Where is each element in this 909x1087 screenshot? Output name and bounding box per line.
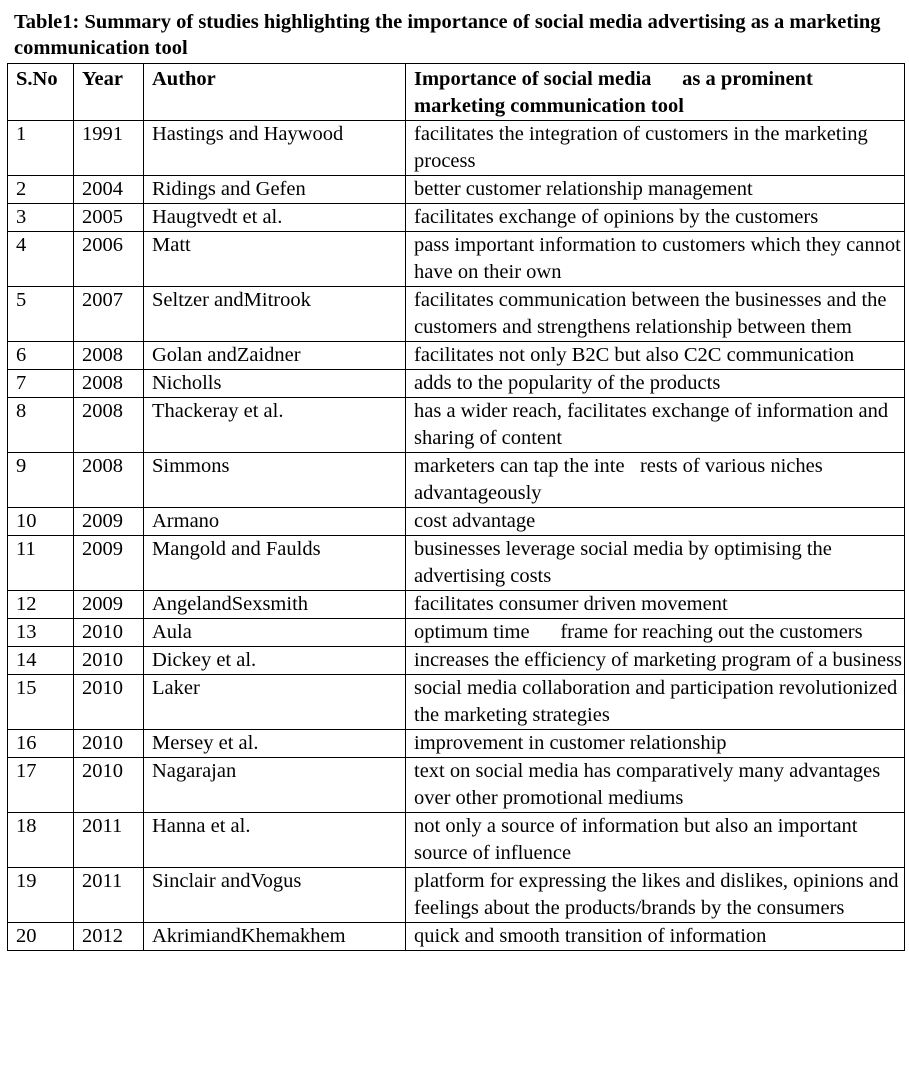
table-row [8, 675, 905, 730]
cell-author: Aula [144, 619, 406, 647]
cell-importance: better customer relationship management [406, 176, 905, 204]
cell-importance: has a wider reach, facilitates exchange of information and sharing of content [406, 398, 905, 453]
cell-sno: 8 [8, 398, 74, 453]
cell-author: Mangold and Faulds [144, 536, 406, 591]
table-row [8, 813, 905, 868]
table-row [8, 232, 905, 287]
cell-year: 2010 [74, 730, 144, 758]
cell-year: 2010 [74, 675, 144, 730]
cell-importance: social media collaboration and participation revolutionized the marketing strategies [406, 675, 905, 730]
table-row [8, 176, 905, 204]
cell-year: 2004 [74, 176, 144, 204]
cell-author: Simmons [144, 453, 406, 508]
cell-author: Nicholls [144, 370, 406, 398]
cell-author: Hastings and Haywood [144, 121, 406, 176]
table-row [8, 758, 905, 813]
cell-author: Armano [144, 508, 406, 536]
cell-year: 2007 [74, 287, 144, 342]
cell-importance: optimum time frame for reaching out the customers [406, 619, 905, 647]
table-row [8, 508, 905, 536]
cell-importance: facilitates not only B2C but also C2C communication [406, 342, 905, 370]
cell-author: Laker [144, 675, 406, 730]
cell-importance: quick and smooth transition of information [406, 923, 905, 951]
cell-author: Thackeray et al. [144, 398, 406, 453]
table-row [8, 647, 905, 675]
cell-importance: text on social media has comparatively many advantages over other promotional mediums [406, 758, 905, 813]
cell-importance: increases the efficiency of marketing program of a business [406, 647, 905, 675]
cell-author: Nagarajan [144, 758, 406, 813]
cell-importance: cost advantage [406, 508, 905, 536]
table-row [8, 204, 905, 232]
header-sno: S.No [8, 64, 74, 121]
cell-author: AngelandSexsmith [144, 591, 406, 619]
cell-author: Haugtvedt et al. [144, 204, 406, 232]
header-year: Year [74, 64, 144, 121]
cell-sno: 9 [8, 453, 74, 508]
cell-sno: 2 [8, 176, 74, 204]
cell-author: Mersey et al. [144, 730, 406, 758]
table-row [8, 591, 905, 619]
cell-sno: 18 [8, 813, 74, 868]
cell-year: 2006 [74, 232, 144, 287]
table-row [8, 868, 905, 923]
cell-importance: facilitates communication between the businesses and the customers and strengthens relationship between them [406, 287, 905, 342]
table-row [8, 536, 905, 591]
cell-sno: 14 [8, 647, 74, 675]
cell-author: Hanna et al. [144, 813, 406, 868]
header-importance: Importance of social media as a prominent marketing communication tool [406, 64, 905, 121]
cell-sno: 12 [8, 591, 74, 619]
table-row [8, 453, 905, 508]
cell-sno: 13 [8, 619, 74, 647]
cell-sno: 7 [8, 370, 74, 398]
cell-sno: 6 [8, 342, 74, 370]
cell-year: 2009 [74, 508, 144, 536]
cell-author: Seltzer andMitrook [144, 287, 406, 342]
cell-year: 2011 [74, 868, 144, 923]
cell-year: 2005 [74, 204, 144, 232]
table-row [8, 121, 905, 176]
cell-importance: facilitates exchange of opinions by the customers [406, 204, 905, 232]
cell-year: 2008 [74, 453, 144, 508]
cell-year: 2009 [74, 591, 144, 619]
cell-year: 2011 [74, 813, 144, 868]
cell-importance: not only a source of information but also an important source of influence [406, 813, 905, 868]
cell-sno: 15 [8, 675, 74, 730]
cell-sno: 10 [8, 508, 74, 536]
table-row [8, 619, 905, 647]
cell-sno: 17 [8, 758, 74, 813]
cell-importance: improvement in customer relationship [406, 730, 905, 758]
cell-year: 2010 [74, 647, 144, 675]
cell-year: 2010 [74, 758, 144, 813]
cell-importance: marketers can tap the inte rests of various niches advantageously [406, 453, 905, 508]
table-row [8, 730, 905, 758]
cell-year: 2008 [74, 370, 144, 398]
table-row [8, 370, 905, 398]
table-row [8, 342, 905, 370]
table-header-row [8, 64, 905, 121]
cell-importance: facilitates the integration of customers in the marketing process [406, 121, 905, 176]
studies-table [7, 63, 905, 951]
cell-sno: 5 [8, 287, 74, 342]
cell-sno: 16 [8, 730, 74, 758]
cell-year: 2012 [74, 923, 144, 951]
cell-year: 2009 [74, 536, 144, 591]
cell-sno: 19 [8, 868, 74, 923]
cell-importance: adds to the popularity of the products [406, 370, 905, 398]
cell-year: 2010 [74, 619, 144, 647]
cell-importance: pass important information to customers which they cannot have on their own [406, 232, 905, 287]
cell-author: Ridings and Gefen [144, 176, 406, 204]
cell-sno: 4 [8, 232, 74, 287]
cell-author: Golan andZaidner [144, 342, 406, 370]
cell-year: 2008 [74, 398, 144, 453]
cell-author: Sinclair andVogus [144, 868, 406, 923]
cell-sno: 11 [8, 536, 74, 591]
cell-sno: 20 [8, 923, 74, 951]
table-row [8, 398, 905, 453]
cell-author: Matt [144, 232, 406, 287]
table-row [8, 287, 905, 342]
cell-sno: 1 [8, 121, 74, 176]
cell-importance: platform for expressing the likes and dislikes, opinions and feelings about the products/brands by the consumers [406, 868, 905, 923]
cell-importance: businesses leverage social media by optimising the advertising costs [406, 536, 905, 591]
cell-author: AkrimiandKhemakhem [144, 923, 406, 951]
cell-author: Dickey et al. [144, 647, 406, 675]
cell-sno: 3 [8, 204, 74, 232]
cell-year: 2008 [74, 342, 144, 370]
header-author: Author [144, 64, 406, 121]
table-row [8, 923, 905, 951]
table-body [8, 121, 905, 951]
cell-year: 1991 [74, 121, 144, 176]
cell-importance: facilitates consumer driven movement [406, 591, 905, 619]
table-caption: Table1: Summary of studies highlighting the importance of social media advertising as a marketing communication tool [14, 11, 881, 59]
